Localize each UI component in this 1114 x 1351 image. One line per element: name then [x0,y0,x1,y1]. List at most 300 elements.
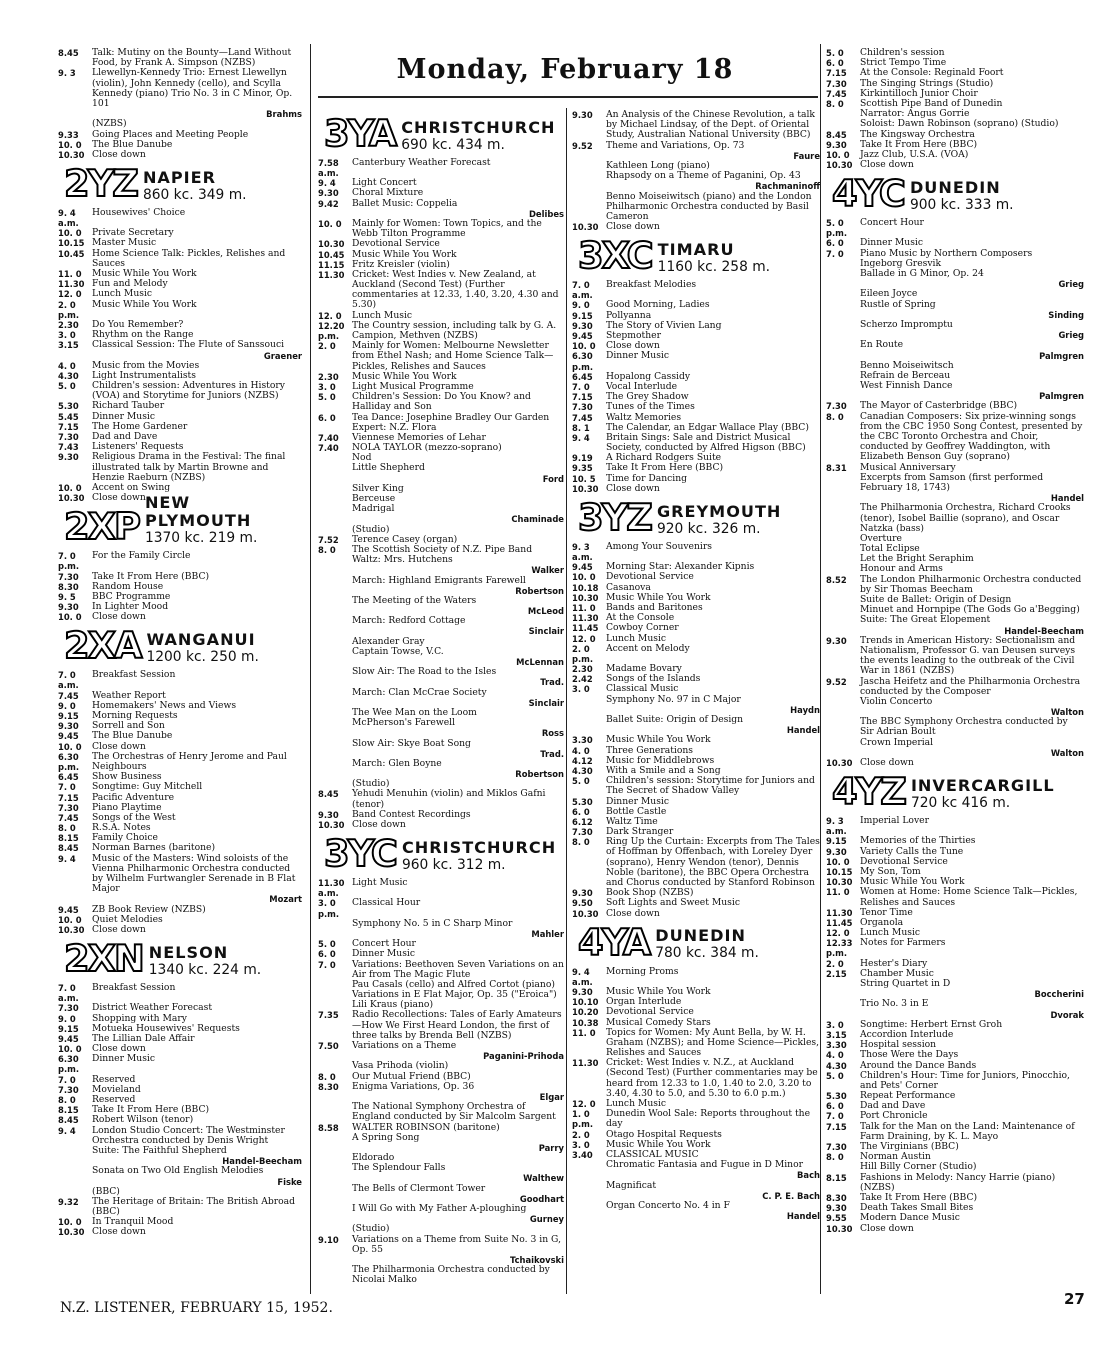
programme-text: Suite de Ballet: Origin of Design [860,594,1012,605]
programme-time [826,615,856,625]
programme-text: The Meeting of the Waters [352,594,477,606]
programme-text: Rhythm on the Range [92,329,194,341]
station-block-nelson [58,937,302,1238]
programme-entry [572,192,820,223]
programme-time: 8.45 [58,48,79,58]
programme-time: 9. 0 [58,1013,76,1024]
programme-text: Cricket: West Indies v. New Zealand, at Auckland (Second Test) (Further commentaries at 12.33, 1.40, 3.20, 4.30 and 5.30) [352,268,559,311]
programme-text: Children's Session: Do You Know? and Halliday and Son [352,391,531,413]
programme-time: 10.30 [318,820,345,830]
programme-time: 2. 0 [318,341,336,352]
programme-time: 2. 0 [572,1129,590,1140]
programme-entry [826,412,1084,463]
programme-text: Piano Playtime [92,801,162,813]
programme-time [318,647,348,657]
programme-entry [58,150,302,160]
programme-time [318,637,348,647]
programme-text: WALTER ROBINSON (baritone) [352,1121,500,1133]
programme-time: 9.52 [826,676,847,687]
programme-entry [318,1265,564,1285]
programme-time: 7.40 [318,443,339,454]
programme-text: Talk: Mutiny on the Bounty—Land Without Food, by Frank A. Simpson (NZBS) [92,47,292,69]
programme-entry [58,300,302,320]
programme-list [572,967,820,1222]
programme-time: 7.45 [58,812,79,823]
programme-entry [318,616,564,626]
programme-text: Waltz: Mrs. Hutchens [352,554,453,566]
programme-time: 9.30 [572,320,593,331]
programme-time: 2. 0 p.m. [58,299,80,320]
programme-entry [826,160,1084,170]
programme-time: 7.30 [58,571,79,582]
programme-entry [826,636,1084,677]
programme-time: 8.31 [826,462,847,473]
station-frequency: 920 kc. 326 m. [656,520,761,537]
programme-time [826,381,856,391]
station-block-wanganui [58,624,302,936]
programme-entry [826,615,1084,625]
programme-text: March: Redford Cottage [352,615,466,627]
programme-entry [318,1235,564,1255]
programme-time: 9.52 [572,140,593,151]
programme-time: 9. 3 [58,68,76,79]
station-name: NELSON [148,942,229,962]
programme-text: The BBC Symphony Orchestra conducted by Sir Adrian Boult [860,716,1068,738]
programme-entry [572,1028,820,1059]
programme-time: 9.30 [572,110,593,120]
column-1 [58,48,302,1238]
programme-text: Dinner Music [860,237,924,249]
programme-text: Good Morning, Ladies [606,299,710,311]
programme-time: 5. 0 [58,381,76,392]
programme-time: 5. 0 [826,48,844,58]
programme-text: Piano Music by Northern Composers [860,247,1033,259]
station-header [58,624,302,668]
programme-text: (Studio) [352,523,390,535]
programme-entry [572,623,820,633]
programme-time: 12. 0 [318,310,342,321]
programme-time: 9.45 [58,1033,79,1044]
composer-name: Palmgren [1039,350,1084,361]
programme-text: Crown Imperial [860,736,934,748]
programme-time: 8.45 [58,843,79,854]
programme-text: Magnificat [606,1179,657,1191]
programme-time: 7.30 [58,1084,79,1095]
programme-entry [318,596,564,606]
programme-time: 12.33 p.m. [826,938,853,959]
programme-time: 7.45 [58,690,79,701]
station-frequency: 900 kc. 333 m. [909,196,1014,213]
programme-list [58,983,302,1238]
composer-name: Trad. [540,677,564,688]
programme-time: 7. 0 [826,1111,844,1122]
programme-text: Vasa Prihoda (violin) [352,1060,449,1072]
programme-text: Classical Session: The Flute of Sanssouci [92,339,285,351]
programme-entry [826,1122,1084,1142]
programme-entry [318,688,564,698]
programme-time: 4.30 [826,1060,847,1071]
programme-time: 3.40 [572,1149,593,1160]
programme-entry [572,484,820,494]
programme-time: 10. 0 [826,149,850,160]
programme-text: En Route [860,339,904,351]
programme-text: Home Science Talk: Pickles, Relishes and Sauces [92,247,286,269]
programme-time: 9. 3 a.m. [826,816,847,837]
programme-list [58,208,302,503]
programme-text: Going Places and Meeting People [92,128,249,140]
programme-text: Hospital session [860,1039,937,1051]
programme-time: 7. 0 a.m. [58,670,79,691]
programme-text: An Analysis of the Chinese Revolution, a talk by Michael Lindsay, of the Dept. of Oriental Study, Australian National University (BBC) [606,109,815,141]
programme-time [318,718,348,728]
programme-time [826,473,856,493]
programme-text: (NZBS) [92,118,127,130]
programme-entry [572,402,820,412]
programme-entry [58,1003,302,1013]
programme-text: Terence Casey (organ) [352,533,458,545]
programme-text: McPherson's Farewell [352,717,456,729]
station-name: INVERCARGILL [910,775,1055,795]
programme-entry [826,938,1084,958]
programme-text: March: Highland Emigrants Farewell [352,574,526,586]
composer-name: Tchaikovski [509,1254,564,1265]
programme-list [826,48,1084,170]
programme-entry [318,718,564,728]
programme-time: 12.20 p.m. [318,320,345,341]
programme-entry [58,48,302,68]
programme-time: 10. 0 [318,218,342,229]
column-3 [572,110,820,1221]
station-frequency: 690 kc. 434 m. [401,136,505,153]
programme-text: Listeners' Requests [92,441,184,453]
programme-list [318,878,564,1286]
programme-text: The Scottish Society of N.Z. Pipe Band [352,543,533,555]
programme-entry [318,270,564,311]
composer-name: Robertson [515,769,564,780]
programme-text: Enigma Variations, Op. 36 [352,1080,475,1092]
programme-time: 11.30 [572,613,599,624]
programme-text: Private Secretary [92,227,174,239]
programme-text: London Studio Concert: The Westminster Orchestra conducted by Denis Wright [92,1124,285,1146]
station-block-greymouth [572,495,820,919]
programme-text: Dinner Music [606,795,670,807]
programme-entry [58,249,302,269]
programme-time: 9. 4 [318,178,336,189]
programme-list [826,218,1084,768]
programme-time [318,667,348,677]
programme-time: 8.30 [58,581,79,592]
composer-name: Bach [797,1170,820,1181]
programme-time: 10.30 [58,924,85,935]
programme-text: Ballade in G Minor, Op. 24 [860,268,984,279]
programme-entry [572,967,820,987]
programme-list [572,280,820,494]
programme-text: Chamber Music [860,967,934,979]
programme-text: The Splendour Falls [352,1162,446,1174]
composer-name: Walton [1050,707,1084,718]
programme-time: 2.30 [58,319,79,330]
programme-text: Our Mutual Friend (BBC) [352,1070,471,1082]
programme-entry [318,1204,564,1214]
programme-text: Light Musical Programme [352,380,474,392]
programme-text: Notes for Farmers [860,937,946,949]
station-info [910,179,1014,213]
programme-time: 10.15 [826,866,853,877]
programme-entry [826,717,1084,737]
programme-entry [58,1197,302,1217]
programme-entry [318,878,564,898]
programme-time: 9. 5 [58,591,76,602]
programme-text: Homemakers' News and Views [92,699,237,711]
programme-time: 8. 0 [572,837,590,848]
programme-entry [318,667,564,677]
programme-text: Slow Air: The Road to the Isles [352,666,497,678]
programme-text: Close down [92,492,146,504]
programme-text: Fritz Kreisler (violin) [352,258,450,270]
programme-entry [826,320,1084,330]
station-frequency: 1160 kc. 258 m. [657,258,771,275]
programme-text: Norman Barnes (baritone) [92,842,216,854]
programme-text: Lunch Music [92,288,153,300]
programme-text: Those Were the Days [860,1049,959,1061]
programme-time: 7. 0 [318,959,336,970]
programme-entry [826,503,1084,534]
programme-time: 5. 0 [318,392,336,403]
programme-text: Fashions in Melody: Nancy Harrie (piano) (NZBS) [860,1171,1056,1193]
composer-name: Handel [786,1211,820,1222]
programme-time: 3. 0 [572,1139,590,1150]
programme-time: 7.15 [826,68,847,79]
programme-text: Breakfast Session [92,981,176,993]
programme-time: 9.30 [826,1203,847,1214]
programme-text: Close down [352,819,406,830]
programme-text: Symphony No. 97 in C Major [606,693,741,705]
programme-entry [572,542,820,562]
composer-name: Sinding [1048,309,1084,320]
programme-text: Three Generations [606,744,694,756]
station-header [58,937,302,981]
programme-text: In Lighter Mood [92,601,169,613]
programme-text: Yehudi Menuhin (violin) and Miklos Gafni (tenor) [352,788,546,810]
programme-text: Take It From Here (BBC) [92,570,210,582]
programme-time [318,484,348,494]
programme-text: Close down [606,907,660,919]
station-info [655,927,759,961]
programme-time: 8.15 [58,1105,79,1116]
programme-time [58,1166,88,1176]
programme-entry [572,1007,820,1017]
programme-time: 3.15 [826,1029,847,1040]
programme-time: 7.15 [58,421,79,432]
programme-time: 9.33 [58,129,79,140]
programme-text: Movieland [92,1083,141,1095]
programme-time: 11.45 [572,623,599,634]
programme-text: Sorrell and Son [92,720,165,732]
programme-time: 7. 0 p.m. [58,551,80,572]
programme-time: 4.30 [58,370,79,381]
station-call-sign: 2XN [64,937,143,981]
station-name: NAPIER [142,167,217,187]
programme-text: Dinner Music [92,1053,156,1065]
programme-text: Pollyanna [606,309,652,321]
programme-text: Devotional Service [860,855,948,867]
programme-text: Songs of the Islands [606,673,701,685]
programme-text: Close down [92,740,146,752]
programme-time [318,504,348,514]
programme-text: Rustle of Spring [860,298,936,310]
programme-text: The Philharmonia Orchestra conducted by Nicolai Malko [352,1264,550,1286]
programme-text: West Finnish Dance [860,380,953,392]
programme-text: Time for Dancing [606,472,688,484]
programme-text: The Grey Shadow [606,391,689,403]
programme-time: 9.55 [826,1213,847,1224]
composer-name: Handel-Beecham [222,1156,302,1167]
station-header [318,111,564,155]
programme-time: 7.30 [572,402,593,413]
programme-text: Minuet and Hornpipe (The Gods Go a'Begging) [860,604,1080,616]
programme-time: 9.30 [826,139,847,150]
programme-time: 8. 0 [58,1095,76,1105]
programme-time [318,576,348,586]
footer-dateline: N.Z. LISTENER, FEBRUARY 15, 1952. [60,1300,333,1316]
composer-name: Grieg [1058,279,1084,290]
programme-time: 5. 0 [572,776,590,787]
programme-entry [58,340,302,350]
programme-text: Weather Report [92,689,166,701]
station-frequency: 1200 kc. 250 m. [146,649,259,666]
programme-text: Concert Hour [352,938,416,950]
programme-text: At the Console: Reginald Foort [860,67,1004,79]
programme-time [318,555,348,565]
programme-time [826,605,856,615]
programme-text: (BBC) [92,1185,120,1197]
programme-time: 6.30 p.m. [572,351,594,372]
programme-time: 3. 0 p.m. [318,898,340,919]
programme-entry [572,695,820,705]
programme-text: Close down [92,148,146,160]
programme-entry [58,854,302,895]
programme-time: 7. 0 [826,248,844,259]
programme-time [318,759,348,769]
programme-time: 3. 0 [572,684,590,695]
programme-entry [318,555,564,565]
programme-time: 10.30 [58,493,85,504]
programme-entry [318,1010,564,1041]
programme-time: 9.15 [58,1023,79,1034]
programme-text: Music While You Work [606,1138,711,1150]
programme-time: 10.30 [318,239,345,250]
programme-time: 10.45 [58,248,85,259]
programme-time: 2.42 [572,674,593,685]
programme-text: NOLA TAYLOR (mezzo-soprano) [352,442,502,454]
station-header [826,770,1084,814]
programme-text: Close down [606,221,660,233]
programme-time [826,119,856,129]
programme-text: (Studio) [352,1223,390,1235]
programme-text: Tunes of the Times [606,401,695,413]
programme-time: 8. 0 [826,1152,844,1163]
programme-time: 9.30 [826,846,847,857]
composer-name: Grieg [1058,330,1084,341]
programme-text: For the Family Circle [92,550,191,562]
programme-time [826,503,856,534]
programme-time: 9.30 [58,721,79,732]
programme-text: (Studio) [352,778,390,790]
station-header [318,832,564,876]
programme-text: Nod [352,452,372,464]
programme-time: 5. 0 [826,1070,844,1081]
programme-time: 7.30 [826,78,847,89]
programme-entry [58,208,302,228]
station-block-christchurch3ya [318,111,564,830]
programme-time: 10. 0 [58,914,82,925]
programme-entry [318,219,564,239]
composer-name: Sinclair [528,697,564,708]
programme-text: Canadian Composers: Six prize-winning songs from the CBC 1950 Song Contest, presented by the CBC Toronto Orchestra and Choir, conducted by Geoffrey Waddington, with Elizabeth Benson Guy (soprano) [860,410,1083,463]
station-call-sign: 2XP [64,505,139,549]
programme-time: 8.45 [318,789,339,800]
programme-time: 7.30 [58,1003,79,1014]
programme-text: Music While You Work [606,734,711,746]
programme-text: Canterbury Weather Forecast [352,156,491,168]
programme-text: Music While You Work [606,985,711,997]
composer-name: Walthew [523,1173,564,1184]
column-divider [310,44,311,1294]
programme-text: Around the Dance Bands [860,1059,977,1071]
programme-text: Strict Tempo Time [860,57,947,69]
programme-time: 7.15 [826,1121,847,1132]
programme-text: Close down [860,757,914,768]
station-call-sign: 3YA [324,111,396,155]
programme-time: 9.32 [58,1196,79,1207]
programme-time [318,1204,348,1214]
composer-name: Faure [793,150,820,161]
programme-time: 10.30 [826,877,853,888]
programme-text: Otago Hospital Requests [606,1128,722,1140]
programme-text: Stepmother [606,330,661,341]
station-info [657,503,781,537]
programme-time: 8. 0 [318,1071,336,1082]
programme-list [826,816,1084,1234]
programme-text: Concert Hour [860,217,924,229]
programme-text: CLASSICAL MUSIC [606,1148,699,1160]
programme-entry [318,739,564,749]
station-block-invercargill [826,770,1084,1234]
programme-text: The National Symphony Orchestra of England conducted by Sir Malcolm Sargent [352,1101,556,1123]
programme-text: Waltz Time [606,815,658,827]
programme-text: Variety Calls the Tune [860,845,964,857]
programme-text: Soloist: Dawn Robinson (soprano) (Studio) [860,118,1059,130]
station-header [572,495,820,539]
programme-time: 10.30 [826,160,853,171]
programme-time [826,697,856,707]
programme-time [318,494,348,504]
programme-time: 7.40 [318,432,339,443]
programme-text: Waltz Memories [606,411,682,423]
composer-name: McLennan [516,657,564,667]
station-call-sign: 3YZ [578,495,651,539]
programme-time: 9.15 [58,711,79,721]
programme-time: 9.15 [572,310,593,321]
programme-time: 9.45 [58,731,79,742]
programme-entry [318,820,564,830]
programme-entry [826,269,1084,279]
programme-text: Dinner Music [92,410,156,422]
programme-text: Hill Billy Corner (Studio) [860,1161,977,1173]
programme-text: Devotional Service [606,571,694,583]
programme-text: Close down [860,159,914,171]
programme-time [318,596,348,606]
